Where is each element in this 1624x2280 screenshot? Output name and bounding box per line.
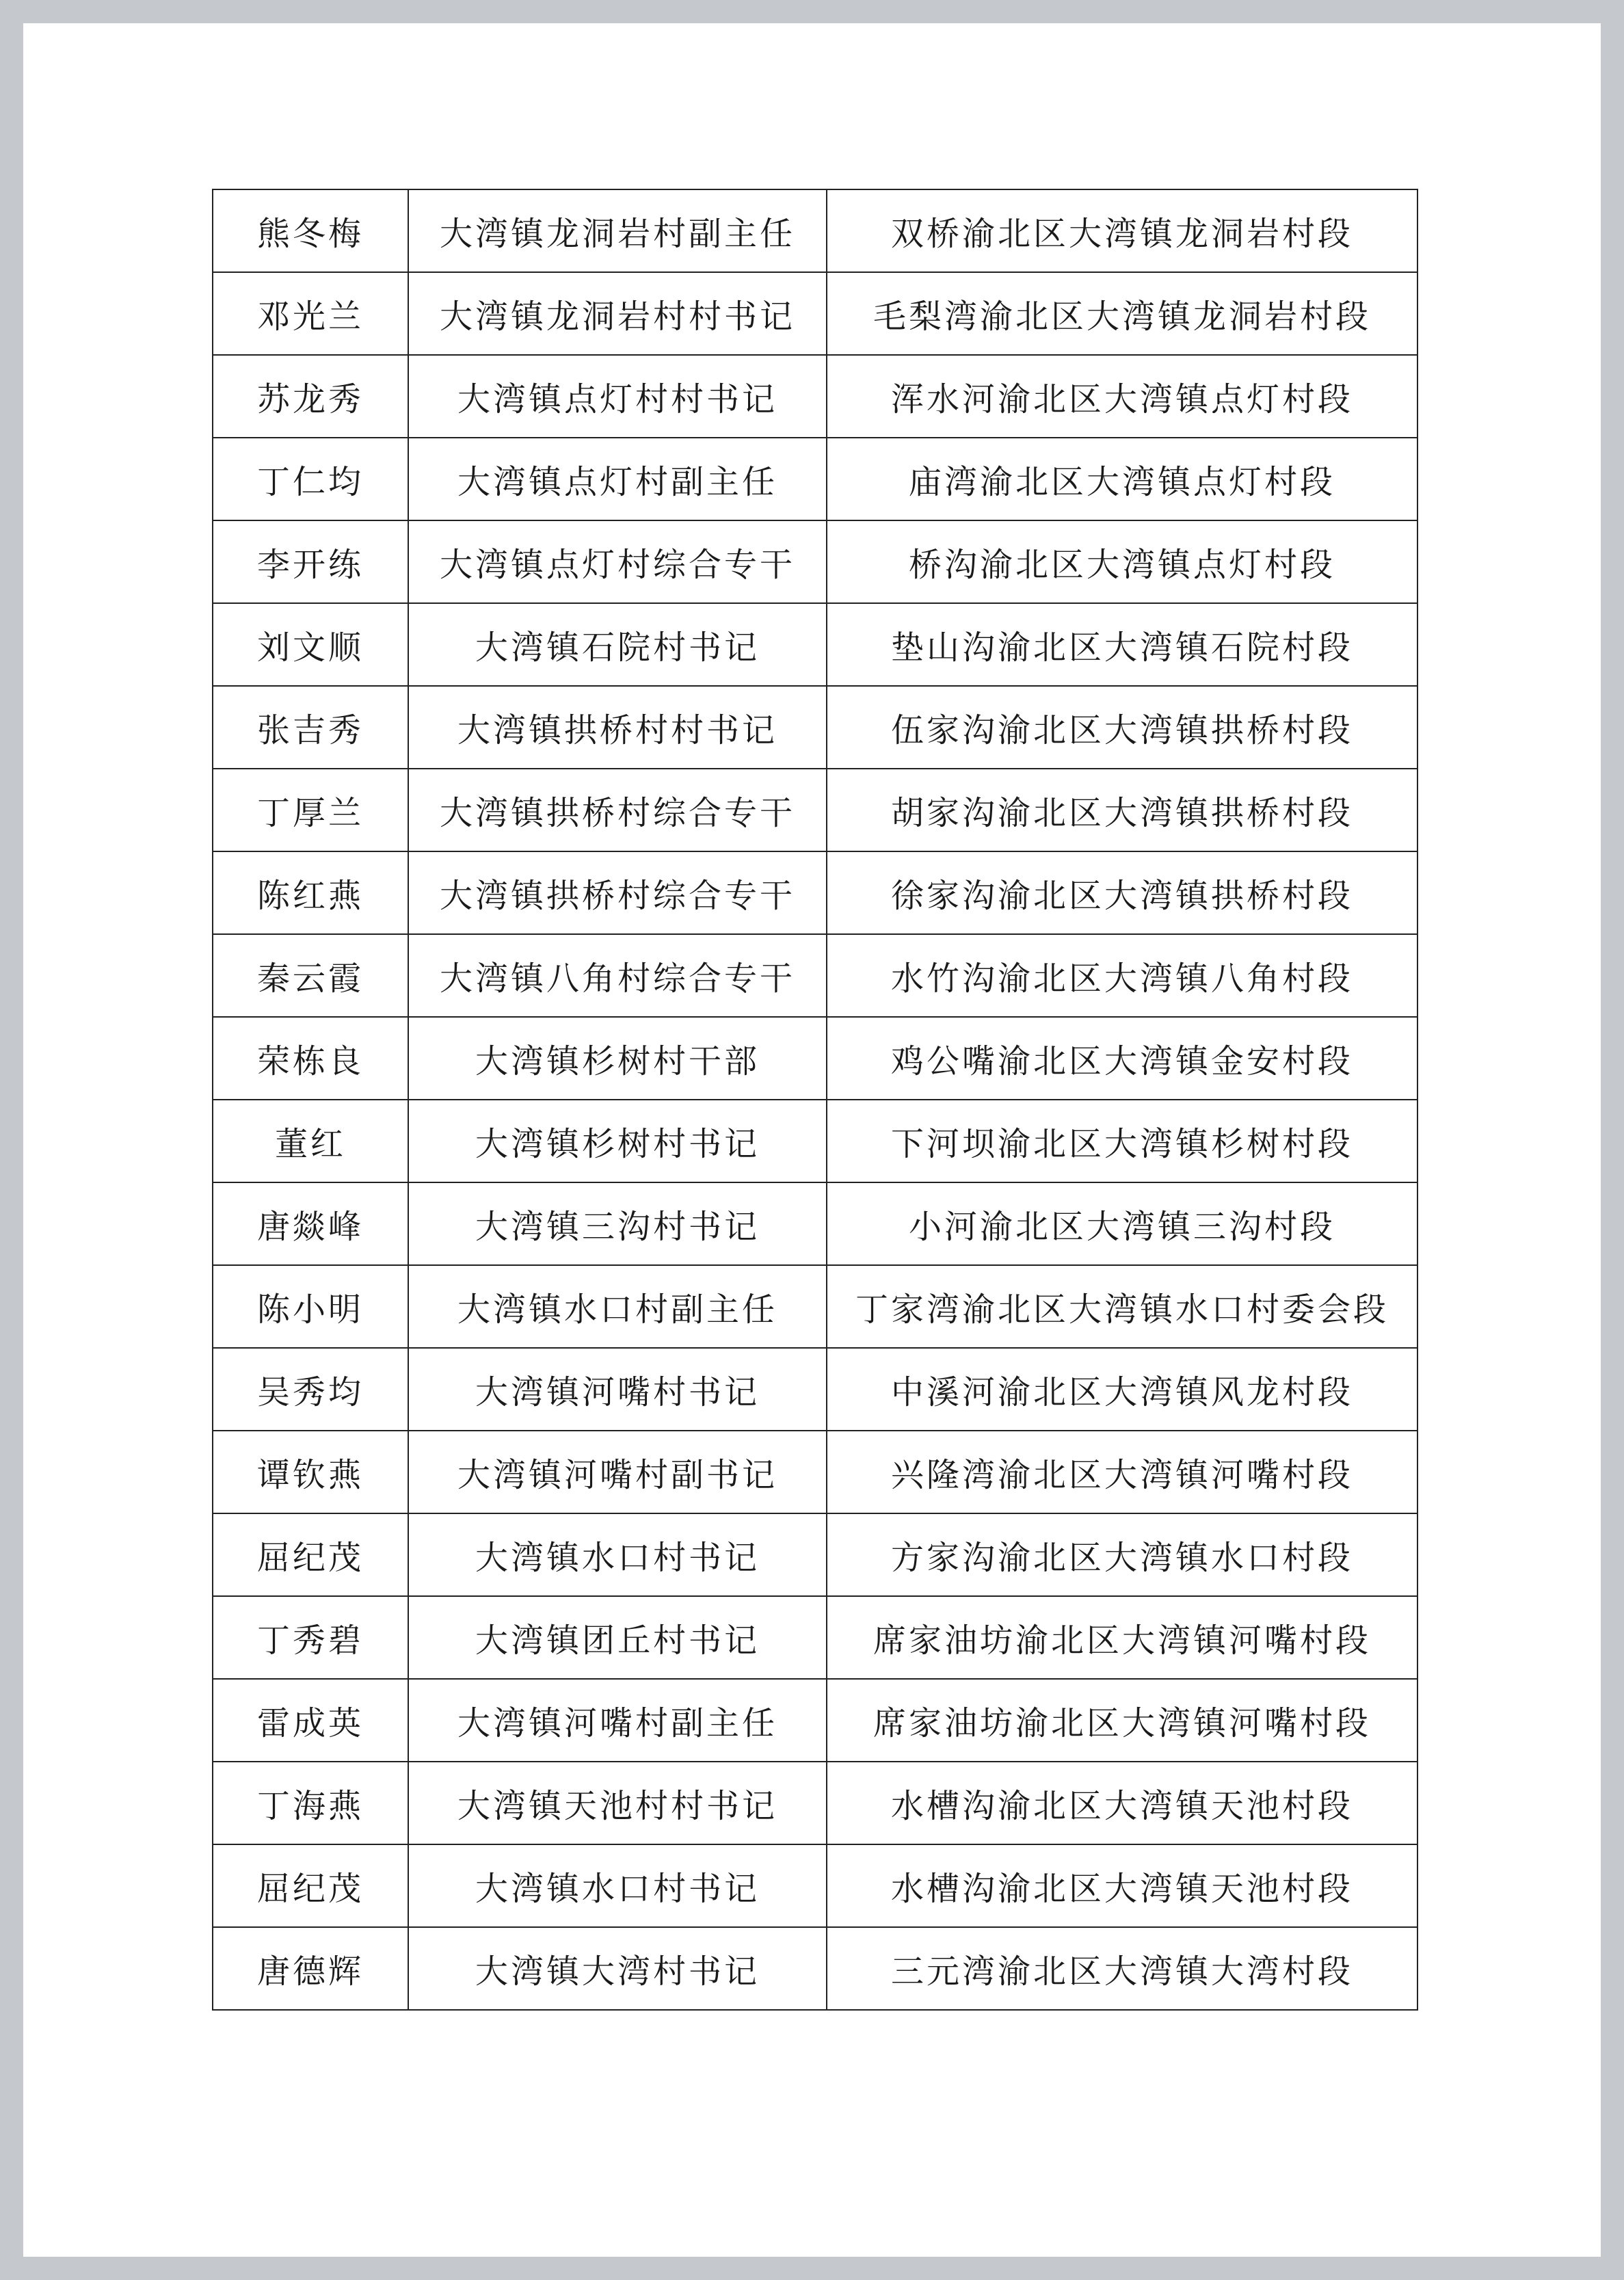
table-row <box>213 686 1417 769</box>
name-cell: 雷成英 <box>213 1679 408 1762</box>
name-cell: 丁厚兰 <box>213 769 408 851</box>
duty-cell: 大湾镇河嘴村副主任 <box>408 1679 827 1762</box>
table-row <box>213 1431 1417 1513</box>
duty-cell: 大湾镇点灯村村书记 <box>408 355 827 438</box>
section-cell: 桥沟渝北区大湾镇点灯村段 <box>827 520 1417 603</box>
table-row <box>213 438 1417 520</box>
table-row <box>213 189 1417 272</box>
duty-cell: 大湾镇拱桥村综合专干 <box>408 851 827 934</box>
name-cell: 唐燚峰 <box>213 1182 408 1265</box>
name-cell: 陈红燕 <box>213 851 408 934</box>
section-cell: 毛梨湾渝北区大湾镇龙洞岩村段 <box>827 272 1417 355</box>
section-cell: 胡家沟渝北区大湾镇拱桥村段 <box>827 769 1417 851</box>
name-cell: 荣栋良 <box>213 1017 408 1100</box>
name-cell: 屈纪茂 <box>213 1844 408 1927</box>
duty-cell: 大湾镇河嘴村书记 <box>408 1348 827 1431</box>
duty-cell: 大湾镇拱桥村综合专干 <box>408 769 827 851</box>
section-cell: 三元湾渝北区大湾镇大湾村段 <box>827 1927 1417 2010</box>
table-row <box>213 1017 1417 1100</box>
duty-cell: 大湾镇龙洞岩村村书记 <box>408 272 827 355</box>
table-row <box>213 934 1417 1017</box>
table-row <box>213 1182 1417 1265</box>
section-cell: 庙湾渝北区大湾镇点灯村段 <box>827 438 1417 520</box>
name-cell: 董红 <box>213 1100 408 1182</box>
name-cell: 谭钦燕 <box>213 1431 408 1513</box>
name-cell: 屈纪茂 <box>213 1513 408 1596</box>
table-row <box>213 1348 1417 1431</box>
section-cell: 浑水河渝北区大湾镇点灯村段 <box>827 355 1417 438</box>
table-body <box>213 189 1417 2010</box>
table-row <box>213 1596 1417 1679</box>
name-cell: 吴秀均 <box>213 1348 408 1431</box>
section-cell: 方家沟渝北区大湾镇水口村段 <box>827 1513 1417 1596</box>
table-row <box>213 1679 1417 1762</box>
name-cell: 丁秀碧 <box>213 1596 408 1679</box>
duty-cell: 大湾镇大湾村书记 <box>408 1927 827 2010</box>
name-cell: 秦云霞 <box>213 934 408 1017</box>
table-row <box>213 1844 1417 1927</box>
duty-cell: 大湾镇水口村副主任 <box>408 1265 827 1348</box>
duty-cell: 大湾镇拱桥村村书记 <box>408 686 827 769</box>
section-cell: 水竹沟渝北区大湾镇八角村段 <box>827 934 1417 1017</box>
section-cell: 兴隆湾渝北区大湾镇河嘴村段 <box>827 1431 1417 1513</box>
section-cell: 徐家沟渝北区大湾镇拱桥村段 <box>827 851 1417 934</box>
section-cell: 鸡公嘴渝北区大湾镇金安村段 <box>827 1017 1417 1100</box>
table-row <box>213 603 1417 686</box>
section-cell: 中溪河渝北区大湾镇风龙村段 <box>827 1348 1417 1431</box>
duty-cell: 大湾镇水口村书记 <box>408 1513 827 1596</box>
table-row <box>213 1927 1417 2010</box>
duty-cell: 大湾镇点灯村综合专干 <box>408 520 827 603</box>
table-row <box>213 769 1417 851</box>
name-cell: 熊冬梅 <box>213 189 408 272</box>
section-cell: 丁家湾渝北区大湾镇水口村委会段 <box>827 1265 1417 1348</box>
name-cell: 邓光兰 <box>213 272 408 355</box>
duty-cell: 大湾镇天池村村书记 <box>408 1762 827 1844</box>
name-cell: 丁仁均 <box>213 438 408 520</box>
duty-cell: 大湾镇三沟村书记 <box>408 1182 827 1265</box>
table-row <box>213 355 1417 438</box>
name-cell: 唐德辉 <box>213 1927 408 2010</box>
name-cell: 陈小明 <box>213 1265 408 1348</box>
duty-cell: 大湾镇水口村书记 <box>408 1844 827 1927</box>
section-cell: 席家油坊渝北区大湾镇河嘴村段 <box>827 1679 1417 1762</box>
name-cell: 刘文顺 <box>213 603 408 686</box>
duty-cell: 大湾镇石院村书记 <box>408 603 827 686</box>
section-cell: 小河渝北区大湾镇三沟村段 <box>827 1182 1417 1265</box>
section-cell: 席家油坊渝北区大湾镇河嘴村段 <box>827 1596 1417 1679</box>
duty-cell: 大湾镇杉树村书记 <box>408 1100 827 1182</box>
duty-cell: 大湾镇八角村综合专干 <box>408 934 827 1017</box>
table-row <box>213 272 1417 355</box>
duty-cell: 大湾镇团丘村书记 <box>408 1596 827 1679</box>
duty-cell: 大湾镇点灯村副主任 <box>408 438 827 520</box>
table-row <box>213 1100 1417 1182</box>
name-cell: 丁海燕 <box>213 1762 408 1844</box>
section-cell: 水槽沟渝北区大湾镇天池村段 <box>827 1762 1417 1844</box>
name-cell: 李开练 <box>213 520 408 603</box>
name-cell: 苏龙秀 <box>213 355 408 438</box>
duty-cell: 大湾镇杉树村干部 <box>408 1017 827 1100</box>
duty-cell: 大湾镇河嘴村副书记 <box>408 1431 827 1513</box>
table-row <box>213 851 1417 934</box>
table-row <box>213 1513 1417 1596</box>
section-cell: 双桥渝北区大湾镇龙洞岩村段 <box>827 189 1417 272</box>
table-row <box>213 1762 1417 1844</box>
table-row <box>213 520 1417 603</box>
section-cell: 垫山沟渝北区大湾镇石院村段 <box>827 603 1417 686</box>
table-row <box>213 1265 1417 1348</box>
river-chief-table <box>212 189 1418 2011</box>
section-cell: 下河坝渝北区大湾镇杉树村段 <box>827 1100 1417 1182</box>
section-cell: 伍家沟渝北区大湾镇拱桥村段 <box>827 686 1417 769</box>
section-cell: 水槽沟渝北区大湾镇天池村段 <box>827 1844 1417 1927</box>
name-cell: 张吉秀 <box>213 686 408 769</box>
duty-cell: 大湾镇龙洞岩村副主任 <box>408 189 827 272</box>
